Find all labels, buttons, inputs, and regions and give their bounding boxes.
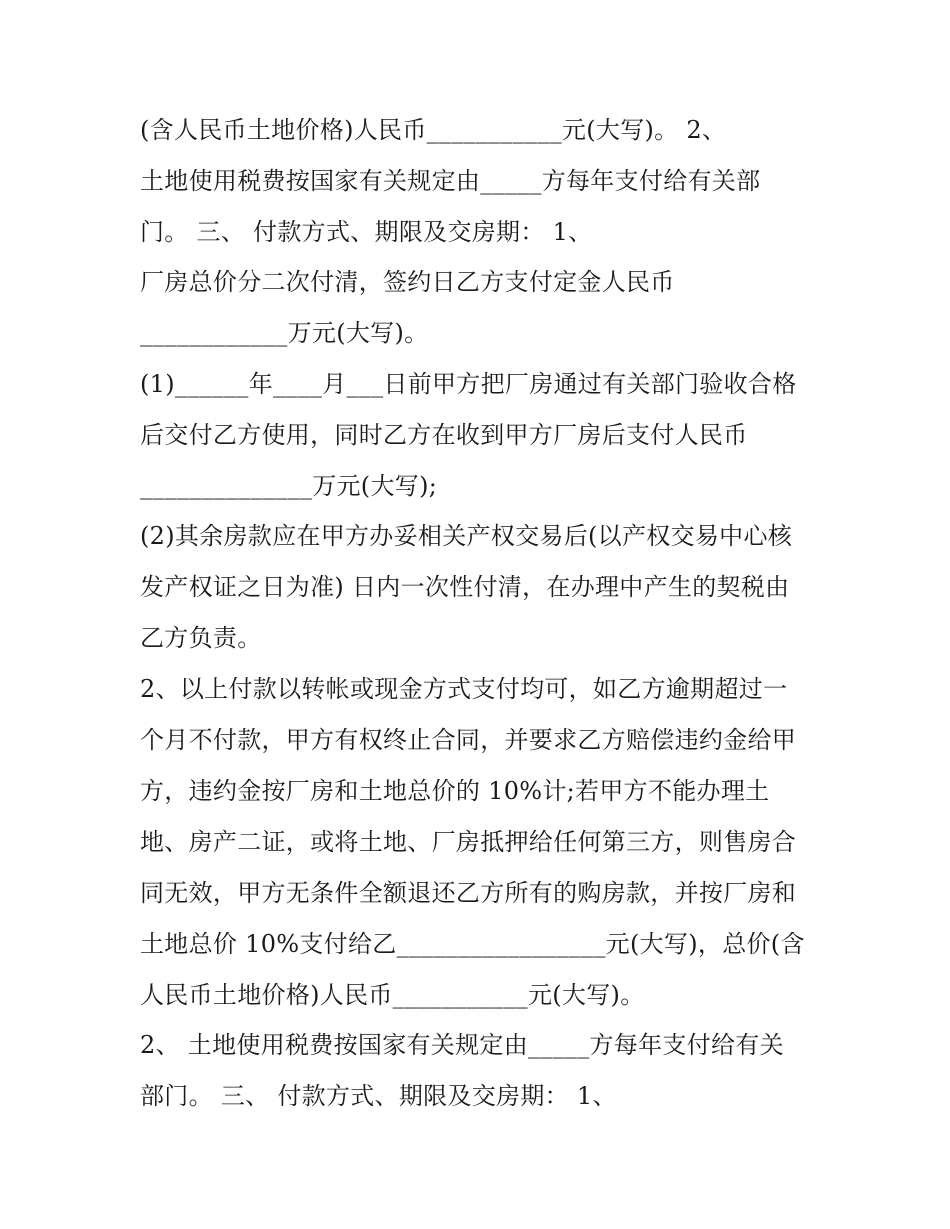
paragraph-line-19: 2、 土地使用税费按国家有关规定由_____方每年支付给有关 [140, 1031, 784, 1059]
paragraph-line-6: (1)______年____月___日前甲方把厂房通过有关部门验收合格 [140, 370, 797, 398]
paragraph-line-10: 发产权证之日为准) 日内一次性付清，在办理中产生的契税由 [140, 573, 790, 601]
paragraph-line-12: 2、以上付款以转帐或现金方式支付均可，如乙方逾期超过一 [140, 675, 788, 703]
paragraph-line-15: 地、房产二证，或将土地、厂房抵押给任何第三方，则售房合 [140, 828, 797, 856]
paragraph-line-4: 厂房总价分二次付清，签约日乙方支付定金人民币 [140, 268, 675, 296]
paragraph-line-14: 方，违约金按厂房和土地总价的 10%计;若甲方不能办理土 [140, 777, 770, 805]
paragraph-line-1: (含人民币土地价格)人民币___________元(大写)。 2、 [140, 116, 727, 144]
paragraph-line-17: 土地总价 10%支付给乙_________________元(大写)，总价(含 [140, 930, 805, 958]
paragraph-line-13: 个月不付款，甲方有权终止合同，并要求乙方赔偿违约金给甲 [140, 726, 797, 754]
paragraph-line-7: 后交付乙方使用，同时乙方在收到甲方厂房后支付人民币 [140, 421, 748, 449]
paragraph-line-11: 乙方负责。 [140, 624, 262, 652]
paragraph-line-2: 土地使用税费按国家有关规定由_____方每年支付给有关部 [140, 167, 761, 195]
paragraph-line-20: 部门。 三、 付款方式、期限及交房期： 1、 [140, 1082, 617, 1110]
paragraph-line-3: 门。 三、 付款方式、期限及交房期： 1、 [140, 218, 593, 246]
paragraph-line-8: ______________万元(大写); [140, 472, 438, 500]
paragraph-line-9: (2)其余房款应在甲方办妥相关产权交易后(以产权交易中心核 [140, 522, 793, 550]
paragraph-line-18: 人民币土地价格)人民币___________元(大写)。 [140, 981, 645, 1009]
paragraph-line-16: 同无效，甲方无条件全额退还乙方所有的购房款，并按厂房和 [140, 879, 797, 907]
paragraph-line-5: ____________万元(大写)。 [140, 319, 429, 347]
